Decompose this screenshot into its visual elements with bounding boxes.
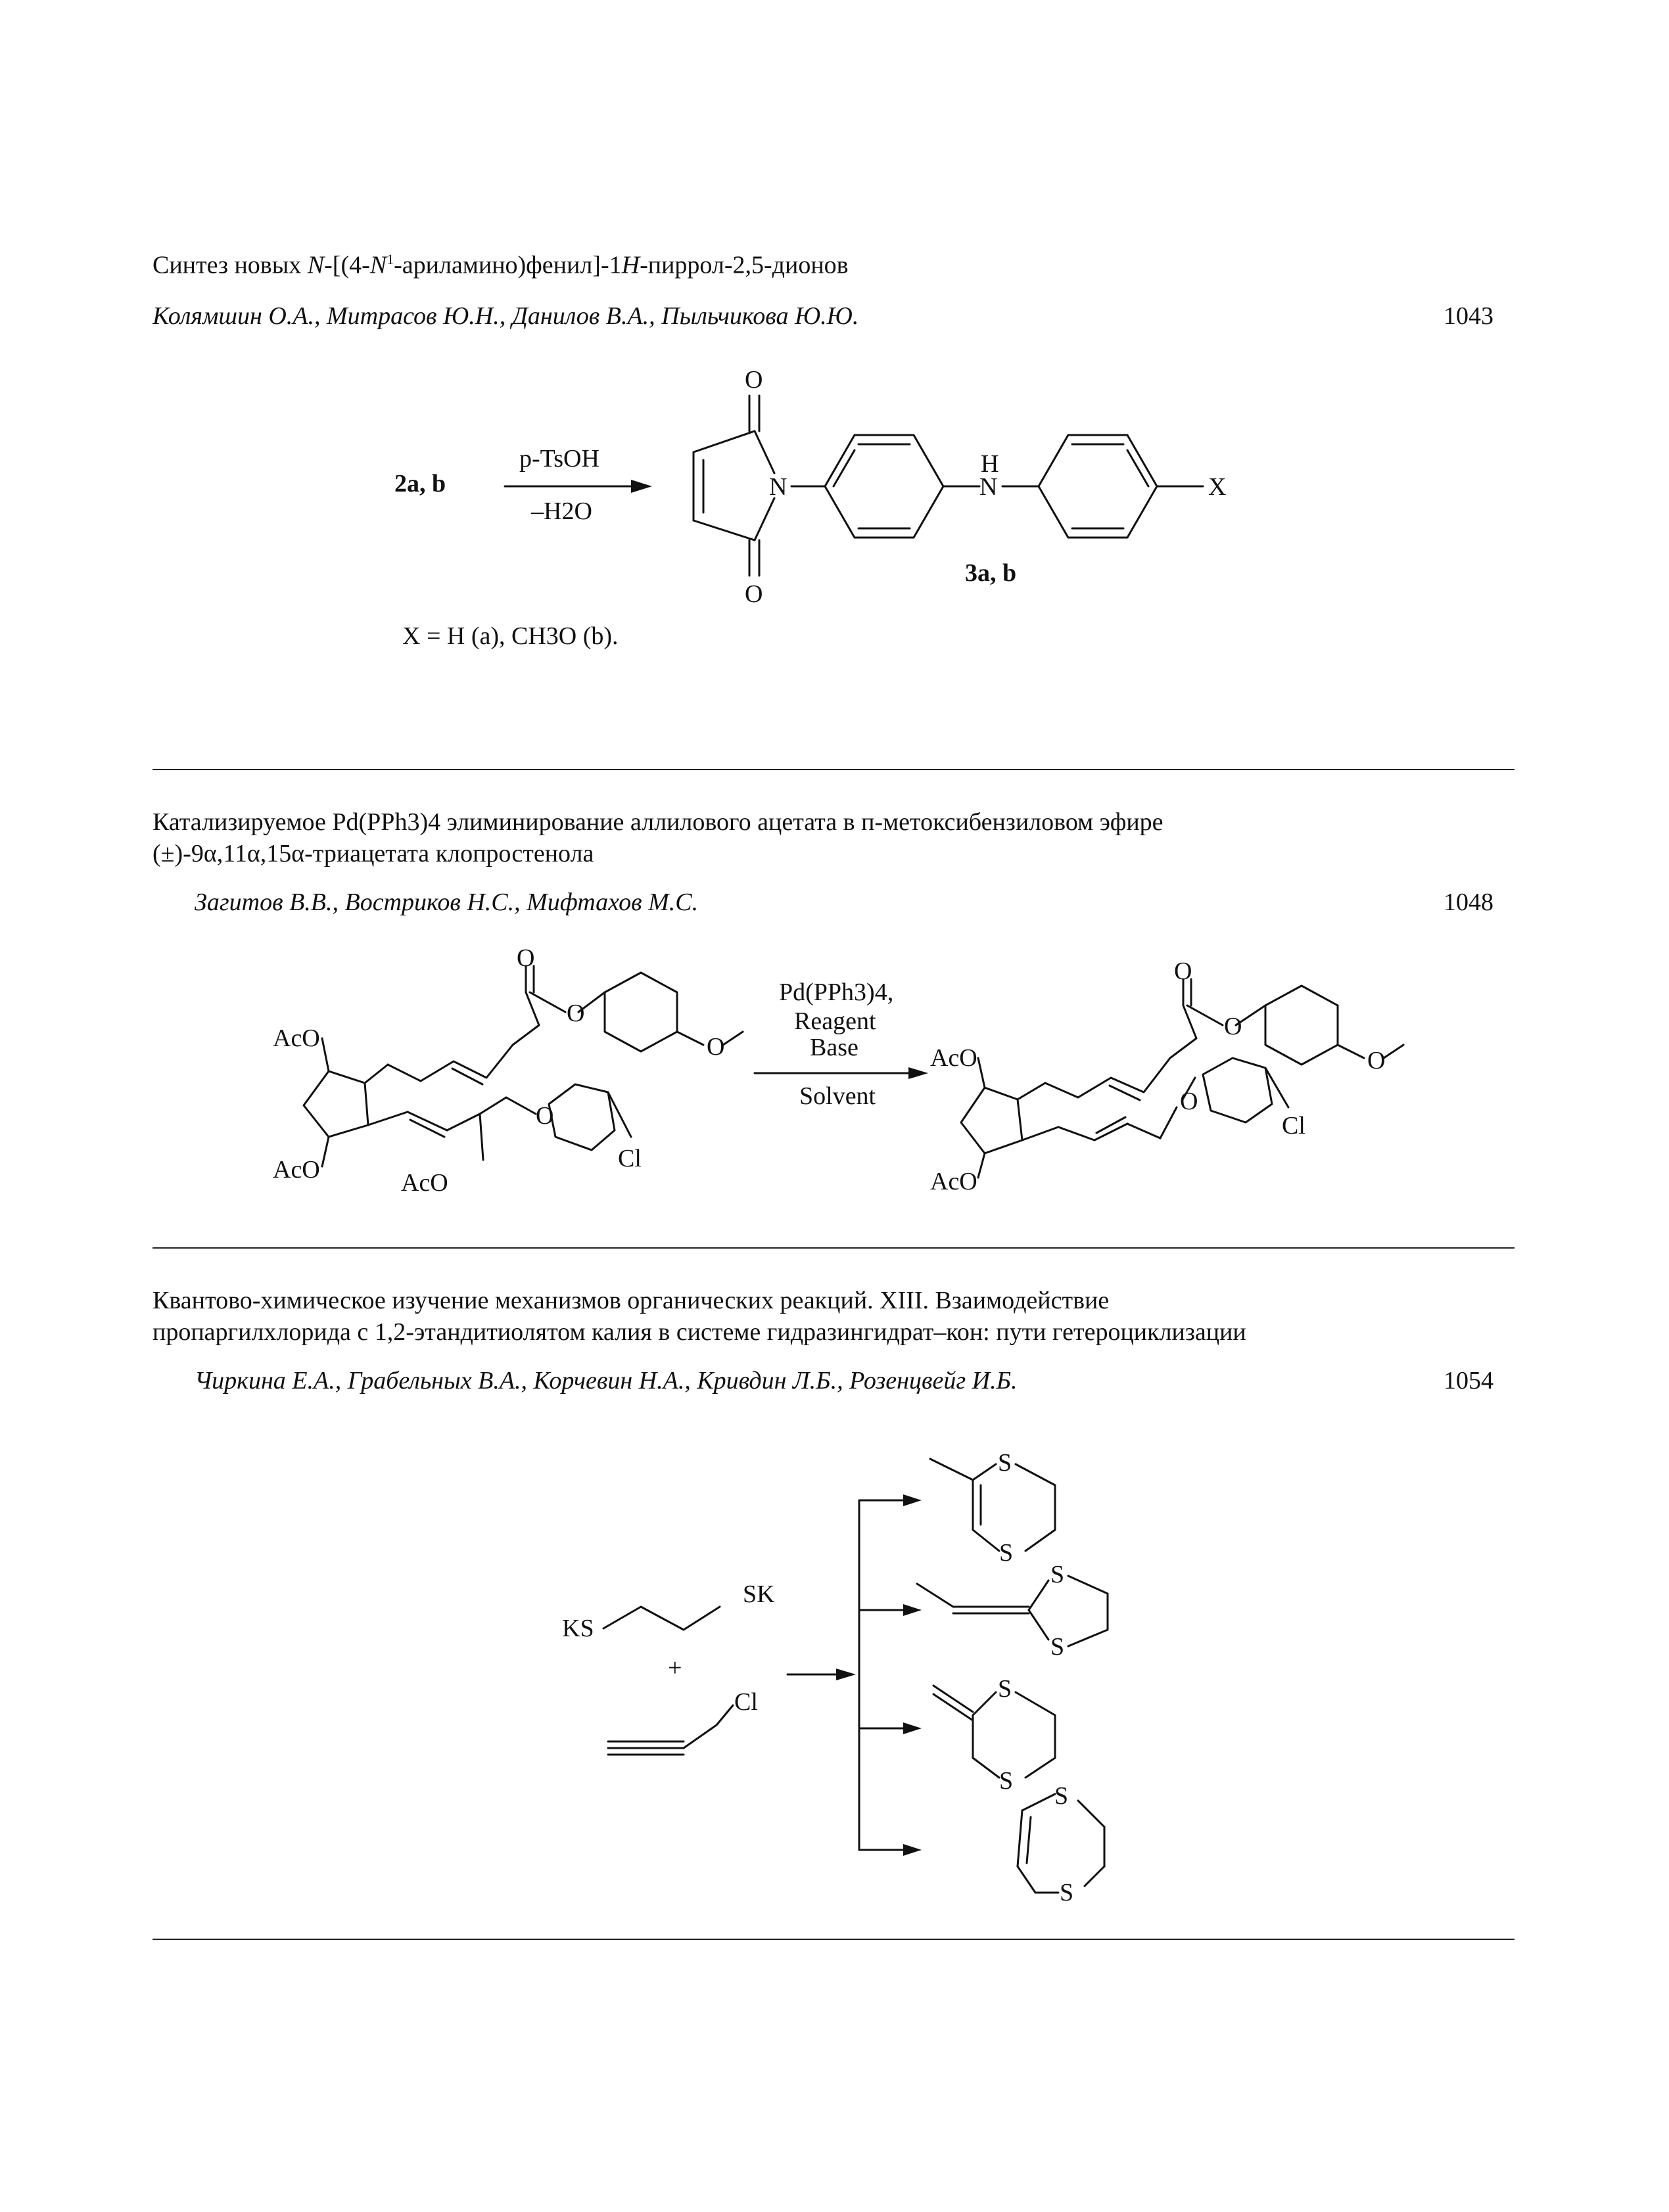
ks-label: KS [562, 1615, 594, 1642]
aco-label-bottom: AcO [273, 1156, 320, 1184]
chlorine-label: Cl [1282, 1112, 1305, 1140]
sulfur-label: S [1050, 1561, 1065, 1588]
entry2-reaction-scheme [0, 940, 1669, 1216]
divider-1 [153, 769, 1515, 770]
sulfur-label: S [1060, 1879, 1074, 1906]
entry3-reaction-scheme [0, 1426, 1669, 1925]
sulfur-label: S [1054, 1782, 1069, 1810]
reagent-top: p-TsOH [519, 445, 599, 472]
product-label: 3a, b [965, 559, 1017, 587]
product-dithiolane [917, 1576, 1108, 1646]
ether-oxygen: O [1180, 1088, 1198, 1115]
entry2-title-line2: (±)-9α,11α,15α-триацетата клопростенола [153, 840, 594, 867]
amine-nitrogen: N [979, 473, 998, 501]
reaction-arrow-head [908, 1067, 928, 1079]
ester-oxygen: O [1224, 1013, 1242, 1040]
reactant-structure [304, 966, 743, 1166]
ether-oxygen: O [536, 1102, 554, 1130]
aco-label-top: AcO [930, 1044, 977, 1072]
divider-2 [153, 1247, 1515, 1249]
aco-label-top: AcO [273, 1025, 320, 1052]
carbonyl-oxygen-bottom: O [745, 580, 763, 608]
entry1-page-number: 1043 [1444, 302, 1493, 330]
entry3-page-number: 1054 [1444, 1367, 1493, 1394]
entry1-reaction-scheme [0, 355, 1669, 697]
entry2-authors: Загитов В.В., Востриков Н.С., Мифтахов М.С. [195, 888, 699, 916]
entry2-page-number: 1048 [1444, 888, 1493, 916]
maleimide-ring [693, 396, 774, 576]
chlorine-label: Cl [734, 1688, 758, 1716]
imide-nitrogen: N [769, 473, 787, 501]
phenyl-ring-2 [1039, 435, 1157, 538]
plus-sign: + [668, 1654, 682, 1682]
carbonyl-oxygen-top: O [745, 366, 763, 394]
product-dihydrodithiin [930, 1459, 1055, 1551]
sulfur-label: S [999, 1539, 1014, 1567]
reagent-bottom: –H2O [531, 497, 592, 525]
product-structure [961, 979, 1403, 1178]
ester-oxygen-top: O [517, 944, 535, 972]
reaction-arrow-head [631, 480, 652, 493]
propargyl-chain [684, 1705, 733, 1748]
sk-label: SK [743, 1580, 775, 1608]
entry3-title-line1: Квантово-химическое изучение механизмов органических реакций. XIII. Взаимодействие [153, 1287, 1110, 1314]
substituent-note: X = H (a), CH3O (b). [402, 622, 619, 650]
start-compound-label: 2a, b [394, 470, 446, 497]
amine-hydrogen: H [981, 450, 999, 478]
divider-3 [153, 1939, 1515, 1940]
ester-oxygen-top: O [1174, 957, 1192, 985]
methoxy-oxygen: O [1367, 1047, 1386, 1074]
entry2-title-line1: Катализируемое Pd(PPh3)4 элиминирование аллилового ацетата в п-метоксибензиловом эфире [153, 808, 1164, 836]
reagent-line-3: Base [810, 1034, 858, 1061]
aco-label-side: AcO [401, 1169, 448, 1197]
ester-oxygen: O [567, 1000, 585, 1027]
branch-arrows [859, 1494, 922, 1856]
main-arrow-head [836, 1669, 856, 1680]
substituent-x: X [1208, 473, 1227, 501]
entry1-authors: Колямшин О.А., Митрасов Ю.Н., Данилов В.А., Пыльчикова Ю.Ю. [153, 302, 859, 330]
reagent-line-2: Reagent [794, 1007, 876, 1035]
ethanedithiolate-chain [603, 1607, 720, 1630]
aco-label-bottom: AcO [930, 1168, 977, 1195]
sulfur-label: S [998, 1449, 1012, 1477]
phenyl-ring-1 [825, 435, 943, 538]
entry1-title: Синтез новых $N-[(4-N^1-ариламино)фенил]-1H-пиррол-2,5$-дионов [153, 251, 849, 279]
sulfur-label: S [999, 1767, 1014, 1795]
product-dithiane [933, 1686, 1055, 1778]
entry3-title-line2: пропаргилхлорида с 1,2-этандитиолятом калия в системе гидразингидрат–кон: пути гетероциклизации [153, 1318, 1246, 1346]
reagent-line-1: Pd(PPh3)4, [779, 979, 894, 1006]
methoxy-oxygen: O [707, 1033, 725, 1061]
solvent-label: Solvent [799, 1082, 876, 1110]
entry3-authors: Чиркина Е.А., Грабельных В.А., Корчевин Н.А., Кривдин Л.Б., Розенцвейг И.Б. [195, 1367, 1018, 1394]
sulfur-label: S [1050, 1633, 1065, 1661]
sulfur-label: S [998, 1675, 1012, 1703]
chlorine-label: Cl [618, 1145, 642, 1172]
